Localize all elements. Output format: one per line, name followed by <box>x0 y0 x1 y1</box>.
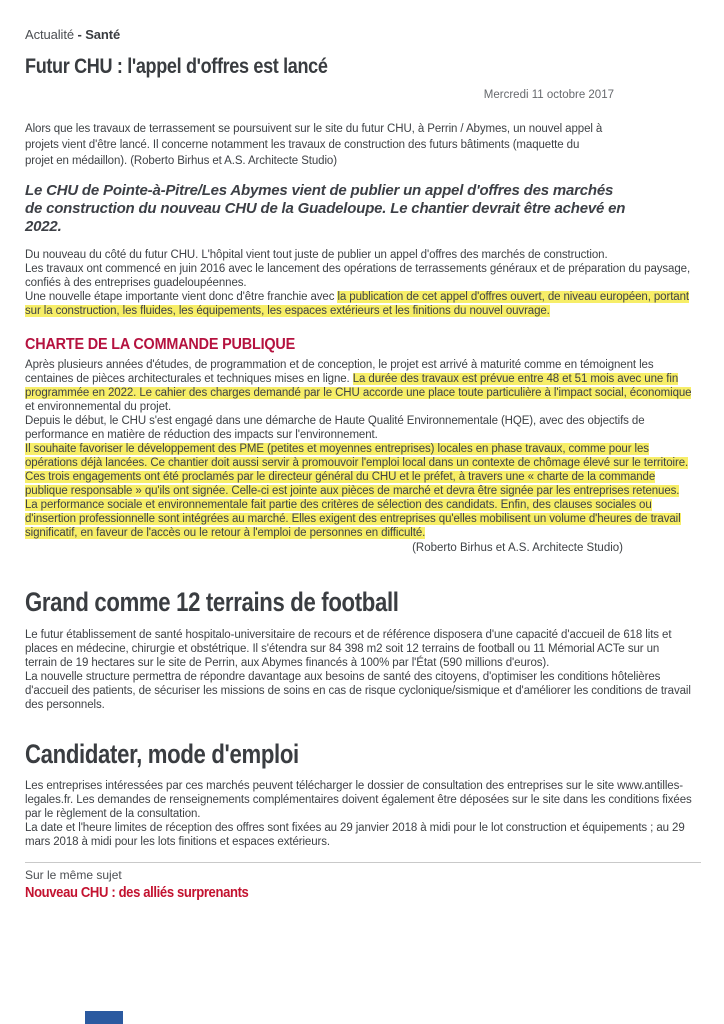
section-terrains-body <box>25 628 693 712</box>
text-segment: La nouvelle structure permettra de répondre davantage aux besoins de santé des citoyens, d'optimiser les conditions hôtelières d'accueil des patients, de sécuriser les missions de soins en cas de risque cyclonique/sismique et d'améliorer les conditions de travail des personnels. <box>25 671 691 712</box>
article-paragraph <box>25 670 693 712</box>
article-paragraph <box>25 358 693 414</box>
section-heading-terrains <box>25 586 700 618</box>
text-segment: Le futur établissement de santé hospitalo-universitaire de recours et de référence disposera d'une capacité d'accueil de 618 lits et places en médecine, chirurgie et obstétrique. Il s'étendra sur 84 398 m2 soit 12 terrains de football ou 11 Mémorial ACTe sur un terrain de 19 hectares sur le site de Perrin, aux Abymes financés à 100% par l'État (590 millions d'euros). <box>25 629 672 670</box>
photo-credit: (Roberto Birhus et A.S. Architecte Studio) <box>412 542 623 555</box>
text-segment: La date et l'heure limites de réception des offres sont fixées au 29 janvier 2018 à midi pour le lot construction et équipements ; au 29 mars 2018 à midi pour les lots finitions et espaces extérieurs. <box>25 822 685 849</box>
section-heading-charte <box>25 335 700 355</box>
text-segment: Après plusieurs années d'études, de programmation et de conception, le projet est arrivé à maturité comme en témoignent les centaines de pièces architecturales et techniques mises en ligne. <box>25 359 654 386</box>
article-paragraph <box>25 470 693 498</box>
section-heading-candidater-text: Candidater, mode d'emploi <box>25 739 299 770</box>
article-paragraph <box>25 414 693 442</box>
section-candidater-body <box>25 779 693 849</box>
article-paragraph <box>25 628 693 670</box>
article-paragraph <box>25 248 693 262</box>
breadcrumb-section[interactable]: Actualité <box>25 27 74 42</box>
breadcrumb-separator: - <box>73 27 86 42</box>
article-paragraph <box>25 779 693 821</box>
text-segment: et environnemental du projet. <box>25 401 172 414</box>
lead-paragraph: Le CHU de Pointe-à-Pitre/Les Abymes vient de publier un appel d'offres des marchés de construction du nouveau CHU de la Guadeloupe. Le chantier devrait être achevé en 2022. <box>25 182 626 236</box>
section-charte-body <box>25 358 693 540</box>
highlighted-text: Il souhaite favoriser le développement des PME (petites et moyennes entreprises) locales en phase travaux, comme pour les opérations déjà lancées. Ce chantier doit aussi servir à promouvoir l'emploi local dans un contexte de chômage élevé sur le territoire. <box>25 443 689 470</box>
related-article-link-text: Nouveau CHU : des alliés surprenants <box>25 885 249 902</box>
article-paragraph <box>25 442 693 470</box>
breadcrumb <box>25 27 700 42</box>
related-article-link[interactable] <box>25 884 700 902</box>
page-title-text: Futur CHU : l'appel d'offres est lancé <box>25 55 328 78</box>
text-segment: Les travaux ont commencé en juin 2016 avec le lancement des opérations de terrassements généraux et de préparation du paysage, confiés à des entreprises guadeloupéennes. <box>25 263 691 290</box>
breadcrumb-subsection[interactable]: Santé <box>85 27 121 42</box>
photo-caption: Alors que les travaux de terrassement se poursuivent sur le site du futur CHU, à Perrin / Abymes, un nouvel appel à projets vient d'être lancé. Il concerne notamment les travaux de construction des futurs bâtiments (maquette du projet en médaillon). (Roberto Birhus et A.S. Architecte Studio) <box>25 123 603 168</box>
page-title <box>25 54 700 79</box>
article-paragraph <box>25 290 693 318</box>
article-paragraph <box>25 821 693 849</box>
bottom-blue-bar <box>85 1011 123 1024</box>
section-heading-candidater <box>25 738 700 770</box>
article-intro <box>25 248 693 318</box>
article-paragraph <box>25 262 693 290</box>
related-divider <box>25 862 701 863</box>
text-segment: Du nouveau du côté du futur CHU. L'hôpital vient tout juste de publier un appel d'offres des marchés de construction. <box>25 249 608 262</box>
section-heading-charte-text: CHARTE DE LA COMMANDE PUBLIQUE <box>25 336 296 354</box>
text-segment: Depuis le début, le CHU s'est engagé dans une démarche de Haute Qualité Environnementale (HQE), avec des objectifs de performance en matière de réduction des impacts sur l'environnement. <box>25 415 645 442</box>
section-heading-terrains-text: Grand comme 12 terrains de football <box>25 587 399 618</box>
publish-date: Mercredi 11 octobre 2017 <box>483 89 614 102</box>
highlighted-text: La performance sociale et environnementale fait partie des critères de sélection des candidats. Enfin, des clauses sociales ou d'insertion professionnelle sont intégrées au marché. Elles exigent des entreprises qu'elles mobilisent un volume d'heures de travail significatif, en faveur de l'accès ou le retour à l'emploi de personnes en difficulté. <box>25 499 681 540</box>
related-label: Sur le même sujet <box>25 868 122 883</box>
highlighted-text: la publication de cet appel d'offres ouvert, de niveau européen, portant sur la construction, les fluides, les équipements, les espaces extérieurs et les finitions du nouvel ouvrage. <box>25 291 689 318</box>
highlighted-text: La durée des travaux est prévue entre 48 et 51 mois avec une fin programmée en 2022. Le cahier des charges demandé par le CHU accorde une place toute particulière à l'impact social, économique <box>25 373 692 400</box>
text-segment: Une nouvelle étape importante vient donc d'être franchie avec <box>25 291 338 304</box>
highlighted-text: Ces trois engagements ont été proclamés par le directeur général du CHU et le préfet, à travers une « charte de la commande publique responsable » qu'ils ont signée. Celle-ci est jointe aux pièces de marché et devra être signée par les entreprises retenues. <box>25 471 680 498</box>
article-paragraph <box>25 498 693 540</box>
text-segment: Les entreprises intéressées par ces marchés peuvent télécharger le dossier de consultation des entreprises sur le site www.antilles-legales.fr. Les demandes de renseignements complémentaires doivent également être déposées sur le site dans les conditions fixées par le règlement de la consultation. <box>25 780 692 821</box>
